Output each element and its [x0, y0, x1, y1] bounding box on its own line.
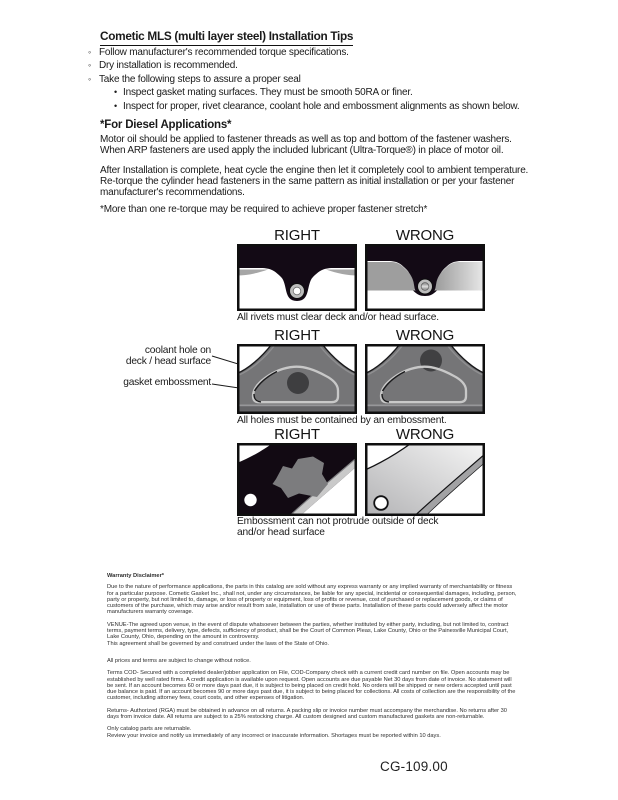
legal-paragraph: VENUE-The agreed upon venue, in the event of dispute whatsoever between the parties, whether instituted by either party, including, but not limited to, contract terms, payment terms, delivery, type, defects, sufficiency of product, shall be the Court of Common Pleas, Lake County, Ohio or the Painesville Municipal Court, Lake County, Ohio, depending on the amount in controversy.: [107, 621, 509, 641]
embossment-wrong-svg: [365, 344, 485, 414]
warranty-heading: Warranty Disclaimer*: [107, 573, 165, 579]
legal-paragraph: Due to the nature of performance applications, the parts in this catalog are sold without any express warranty or any implied warranty of merchantability or fitness for a particular purpose. Cometic Gasket Inc., shall not, under any circumstances, be liable for any special, incidental or consequential damages, including, person, party or property, but not limited to, damage, or loss of property or equipment, loss of profits or revenue, cost of purchased or replacement goods, or claims of customers of the purchase, which may arise and/or result from sale, installation or use of these parts. Installation of these parts could adversely affect the motor manufacturers warranty coverage.: [107, 584, 517, 616]
coolant-hole-icon: [287, 372, 309, 394]
tip-item: ◦ Follow manufacturer's recommended torque specifications.: [88, 46, 519, 59]
rivet-wrong-diagram: [365, 244, 485, 311]
page-code: CG-109.00: [380, 759, 448, 774]
wrong-label-row2: WRONG: [395, 327, 455, 344]
tip-item: ◦ Dry installation is recommended.: [88, 59, 519, 72]
rivet-wrong-svg: [365, 244, 485, 311]
wrong-label-row1: WRONG: [395, 227, 455, 244]
embossment-right-diagram: [237, 344, 357, 414]
embossment-right-svg: [237, 344, 357, 414]
protrusion-wrong-diagram: [365, 443, 485, 516]
page-title: Cometic MLS (multi layer steel) Installation Tips: [100, 29, 353, 46]
bolt-hole-icon: [374, 496, 388, 510]
right-label-row1: RIGHT: [274, 227, 320, 244]
wrong-label-row3: WRONG: [395, 426, 455, 443]
rivet-right-svg: [237, 244, 357, 311]
diesel-heading: *For Diesel Applications*: [100, 119, 232, 131]
tip-sub-item: • Inspect for proper, rivet clearance, coolant hole and embossment alignments as shown below.: [114, 100, 519, 113]
legal-paragraph: Terms COD- Secured with a completed dealer/jobber application on File, COD-Company check with a current credit card number on file. Open accounts may be established by well rated firms. A credit application is available upon request. Open accounts are due payable Net 30 days from date of invoice. No statement will be sent. If an account becomes 60 or more days past due, it is subject to being placed on credit hold. No orders will be shipped or new orders accepted until past due balance is paid. If an account becomes 90 or more days past due, it is subject to being placed for collections. All costs of collection are the responsibility of the customer, including attorney fees, court costs, and other expenses of litigation.: [107, 670, 516, 702]
gasket-embossment-annotation: gasket embossment: [123, 377, 211, 388]
protrusion-wrong-svg: [365, 443, 485, 516]
right-label-row2: RIGHT: [274, 327, 320, 344]
caption-row2: All holes must be contained by an embossment.: [237, 415, 447, 426]
protrusion-right-diagram: [237, 443, 357, 516]
coolant-hole-annotation: coolant hole on deck / head surface: [125, 345, 211, 367]
caption-row3: Embossment can not protrude outside of deck and/or head surface: [237, 516, 439, 538]
embossment-wrong-diagram: [365, 344, 485, 414]
tip-sub-item: • Inspect gasket mating surfaces. They must be smooth 50RA or finer.: [114, 86, 519, 99]
legal-paragraph: All prices and terms are subject to change without notice.: [107, 657, 251, 664]
legal-paragraph: This agreement shall be governed by and construed under the laws of the State of Ohio.: [107, 640, 329, 647]
rivet-right-diagram: [237, 244, 357, 311]
legal-paragraph: Only catalog parts are returnable.: [107, 726, 192, 733]
caption-row1: All rivets must clear deck and/or head surface.: [237, 312, 439, 323]
right-label-row3: RIGHT: [274, 426, 320, 443]
bolt-hole-icon: [244, 494, 256, 506]
diesel-paragraph-1: Motor oil should be applied to fastener threads as well as top and bottom of the fastener washers. When ARP fasteners are used apply the included lubricant (Ultra-Torque®) in place of motor oil.: [100, 134, 512, 156]
installation-tips-list: [88, 46, 519, 113]
warranty-disclaimer-block: [107, 573, 519, 739]
tip-item: ◦ Take the following steps to assure a proper seal: [88, 73, 519, 86]
diesel-paragraph-2: After Installation is complete, heat cycle the engine then let it completely cool to ambient temperature. Re-torque the cylinder head fasteners in the same pattern as initial installation or per your fastener manufacturer's recommendations.: [100, 165, 529, 198]
protrusion-right-svg: [237, 443, 357, 516]
legal-paragraph: Review your invoice and notify us immediately of any incorrect or inaccurate information. Shortages must be reported within 10 days.: [107, 732, 441, 739]
legal-paragraph: Returns- Authorized (RGA) must be obtained in advance on all returns. A packing slip or invoice number must accompany the merchandise. No returns after 30 days from invoice date. All returns are subject to a 25% restocking charge. All custom designed and custom manufactured gaskets are non-returnable.: [107, 707, 507, 721]
retorque-note: *More than one re-torque may be required to achieve proper fastener stretch*: [100, 204, 428, 215]
